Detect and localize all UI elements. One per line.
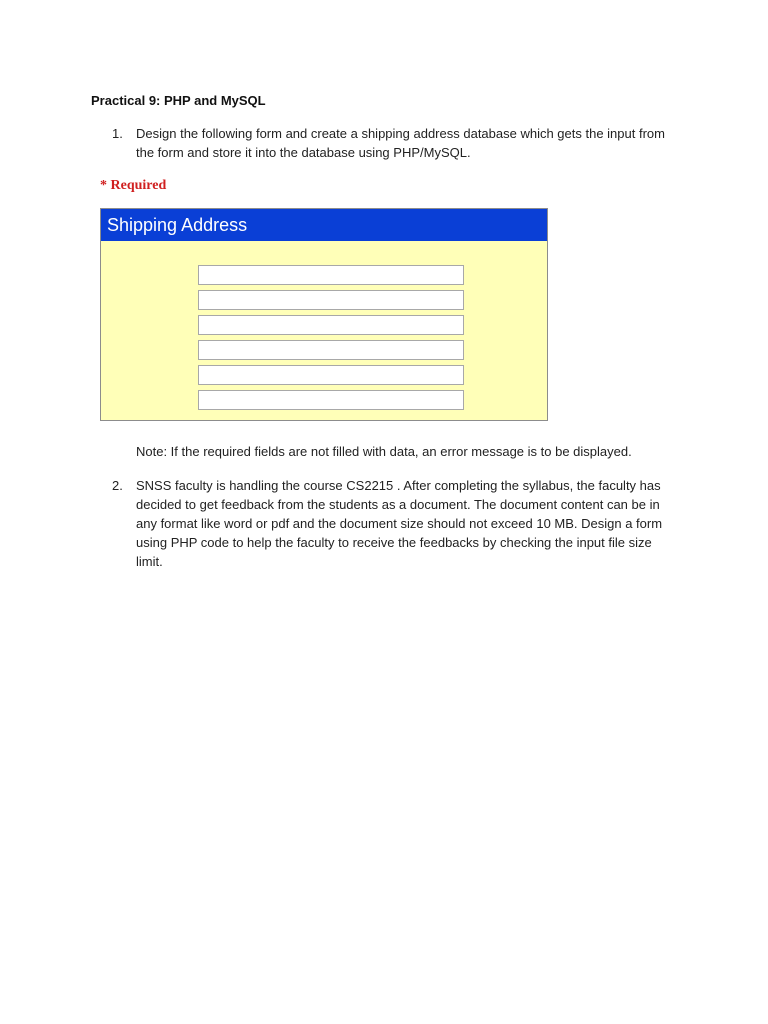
city-input[interactable]	[198, 340, 464, 360]
address-line-2-input[interactable]	[198, 315, 464, 335]
list-item-1	[112, 124, 672, 164]
state-input[interactable]	[198, 365, 464, 385]
required-legend: * Required	[100, 178, 167, 193]
zip-input[interactable]	[198, 390, 464, 410]
list-item-text: SNSS faculty is handling the course CS2215 . After completing the syllabus, the faculty has decided to get feedback from the students as a document. The document content can be in any format like word or pdf and the document size should not exceed 10 MB. Design a form using PHP code to help the faculty to receive the feedbacks by checking the input file size limit.	[136, 478, 663, 569]
form-row-address1	[101, 290, 547, 312]
page-title: Practical 9: PHP and MySQL	[91, 93, 266, 108]
list-item-2	[112, 476, 672, 576]
note-text: Note: If the required fields are not filled with data, an error message is to be displayed.	[136, 444, 632, 459]
list-number: 2.	[112, 478, 123, 493]
list-number: 1.	[112, 126, 123, 141]
form-row-address2	[101, 315, 547, 337]
shipping-address-form	[100, 208, 548, 421]
form-row-state	[101, 365, 547, 387]
form-row-city	[101, 340, 547, 362]
form-header: Shipping Address	[101, 209, 547, 241]
list-item-text: Design the following form and create a shipping address database which gets the input from the form and store it into the database using PHP/MySQL.	[136, 126, 665, 160]
form-row-name	[101, 265, 547, 287]
address-line-1-input[interactable]	[198, 290, 464, 310]
form-row-zip	[101, 390, 547, 412]
name-input[interactable]	[198, 265, 464, 285]
